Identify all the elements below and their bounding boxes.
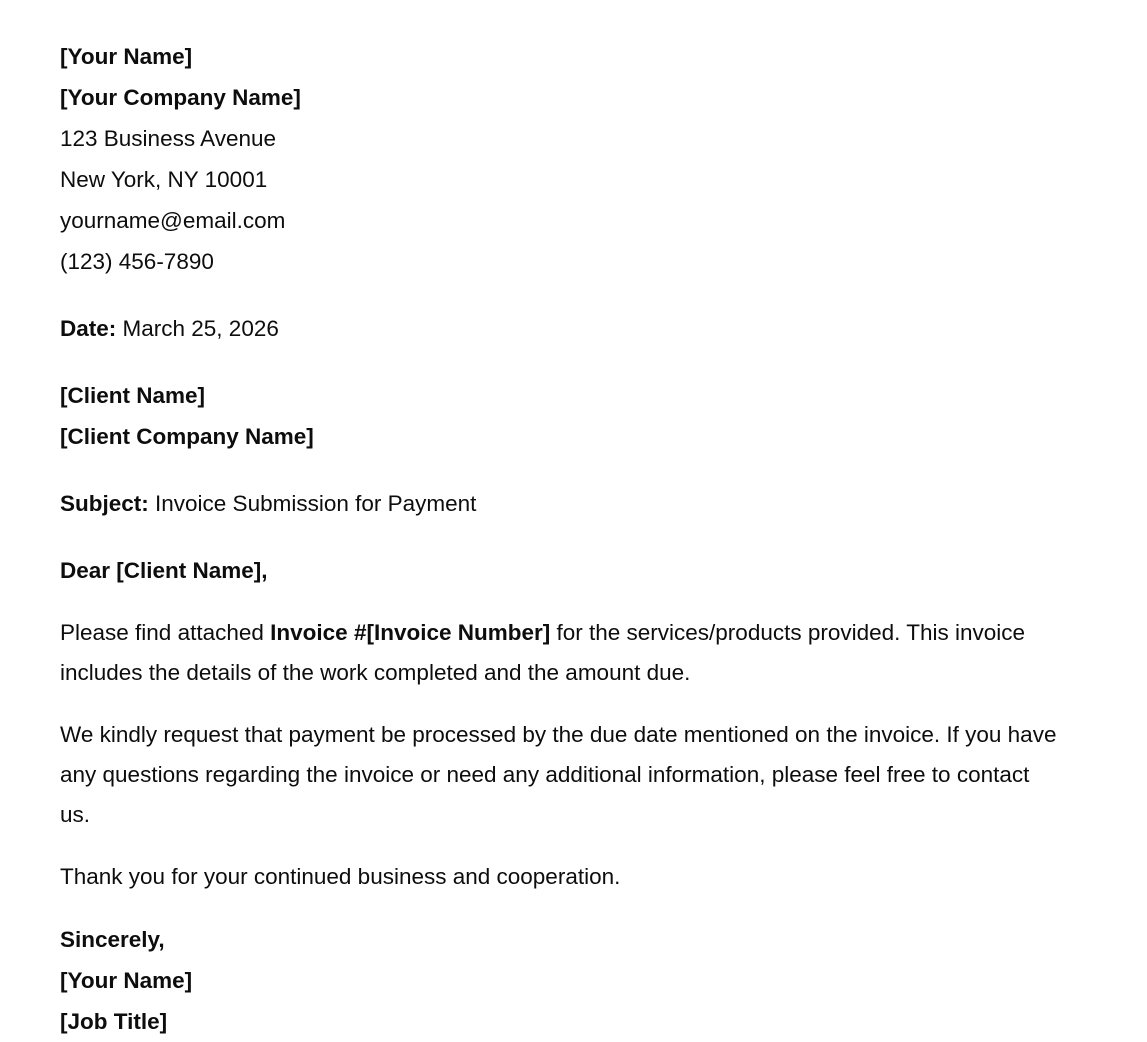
spacer	[60, 693, 1087, 715]
recipient-address-block	[60, 375, 1087, 457]
body-paragraph-2: We kindly request that payment be processed by the due date mentioned on the invoice. If you have any questions regarding the invoice or need any additional information, please feel free to contact us.	[60, 722, 1057, 827]
sender-name: [Your Name]	[60, 44, 193, 69]
closing-name: [Your Name]	[60, 968, 193, 993]
subject-value: Invoice Submission for Payment	[148, 491, 477, 516]
date-label: Date:	[60, 316, 117, 341]
paragraph1-text-part1: Please find attached	[60, 620, 271, 645]
sender-phone: (123) 456-7890	[60, 249, 214, 274]
subject-line	[60, 483, 1087, 524]
sender-street: 123 Business Avenue	[60, 126, 277, 151]
sender-company: [Your Company Name]	[60, 85, 301, 110]
date-value: March 25, 2026	[116, 316, 279, 341]
closing-job-title: [Job Title]	[60, 1009, 168, 1034]
subject-label: Subject:	[60, 491, 149, 516]
spacer	[60, 897, 1087, 919]
sender-email: yourname@email.com	[60, 208, 286, 233]
paragraph1-text-part2: for the services/products provided. This invoice includes the details of the work completed and the amount due.	[60, 620, 1026, 685]
spacer	[60, 524, 1087, 550]
recipient-name: [Client Name]	[60, 383, 206, 408]
closing-block	[60, 919, 1087, 1042]
body-paragraph-1	[60, 613, 1060, 693]
spacer	[60, 591, 1087, 613]
closing-signoff: Sincerely,	[60, 927, 165, 952]
invoice-number-reference: Invoice #[Invoice Number]	[270, 620, 551, 645]
body-paragraph-3: Thank you for your continued business and cooperation.	[60, 864, 621, 889]
spacer	[60, 457, 1087, 483]
spacer	[60, 835, 1087, 857]
recipient-company: [Client Company Name]	[60, 424, 314, 449]
salutation: Dear [Client Name],	[60, 558, 268, 583]
sender-address-block	[60, 36, 1087, 282]
date-line	[60, 308, 1087, 349]
sender-city-state-zip: New York, NY 10001	[60, 167, 268, 192]
spacer	[60, 282, 1087, 308]
spacer	[60, 349, 1087, 375]
